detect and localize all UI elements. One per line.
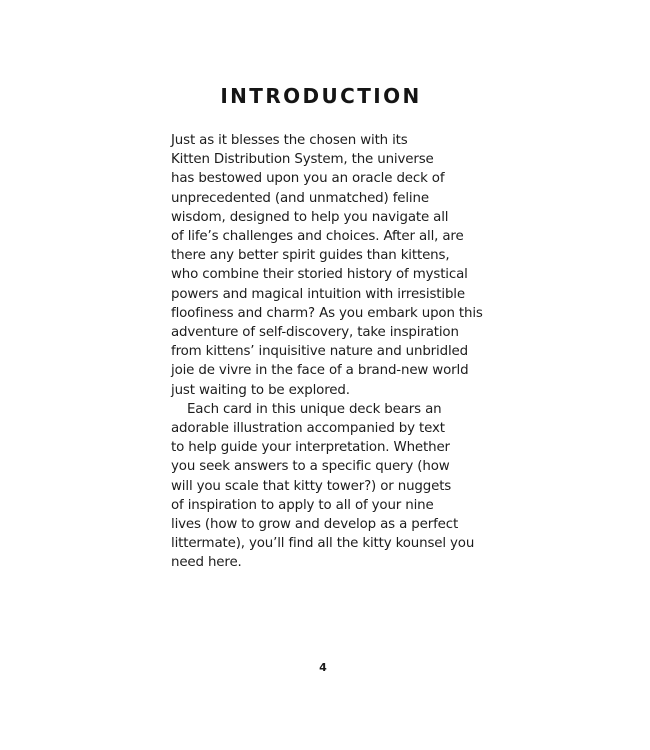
text-line: of life’s challenges and choices. After all, are bbox=[171, 229, 464, 245]
chapter-heading: INTRODUCTION bbox=[220, 84, 422, 108]
page-number: 4 bbox=[319, 661, 327, 674]
text-line: Kitten Distribution System, the universe bbox=[171, 152, 434, 168]
paragraph-2 bbox=[171, 400, 491, 573]
text-line: who combine their storied history of mystical bbox=[171, 267, 468, 283]
text-line: joie de vivre in the face of a brand-new world bbox=[171, 363, 469, 379]
text-line: floofiness and charm? As you embark upon this bbox=[171, 305, 483, 321]
text-line: has bestowed upon you an oracle deck of bbox=[171, 171, 445, 187]
text-line: lives (how to grow and develop as a perfect bbox=[171, 517, 459, 533]
text-line: powers and magical intuition with irresistible bbox=[171, 286, 465, 302]
text-line: adorable illustration accompanied by text bbox=[171, 421, 445, 437]
text-line: Each card in this unique deck bears an bbox=[187, 401, 442, 417]
text-line: you seek answers to a specific query (how bbox=[171, 459, 450, 475]
text-line: of inspiration to apply to all of your nine bbox=[171, 497, 434, 513]
paragraph-1 bbox=[171, 131, 491, 400]
text-line: there any better spirit guides than kittens, bbox=[171, 248, 450, 264]
text-line: littermate), you’ll find all the kitty kounsel you bbox=[171, 536, 475, 552]
text-line: need here. bbox=[171, 555, 242, 571]
text-line: will you scale that kitty tower?) or nuggets bbox=[171, 478, 452, 494]
text-line: just waiting to be explored. bbox=[171, 382, 350, 398]
body-text bbox=[171, 131, 491, 573]
text-line: adventure of self-discovery, take inspiration bbox=[171, 325, 459, 341]
text-line: to help guide your interpretation. Whether bbox=[171, 440, 450, 456]
text-line: unprecedented (and unmatched) feline bbox=[171, 190, 429, 206]
text-line: Just as it blesses the chosen with its bbox=[171, 133, 408, 148]
text-line: wisdom, designed to help you navigate all bbox=[171, 209, 449, 225]
text-line: from kittens’ inquisitive nature and unbridled bbox=[171, 344, 468, 360]
